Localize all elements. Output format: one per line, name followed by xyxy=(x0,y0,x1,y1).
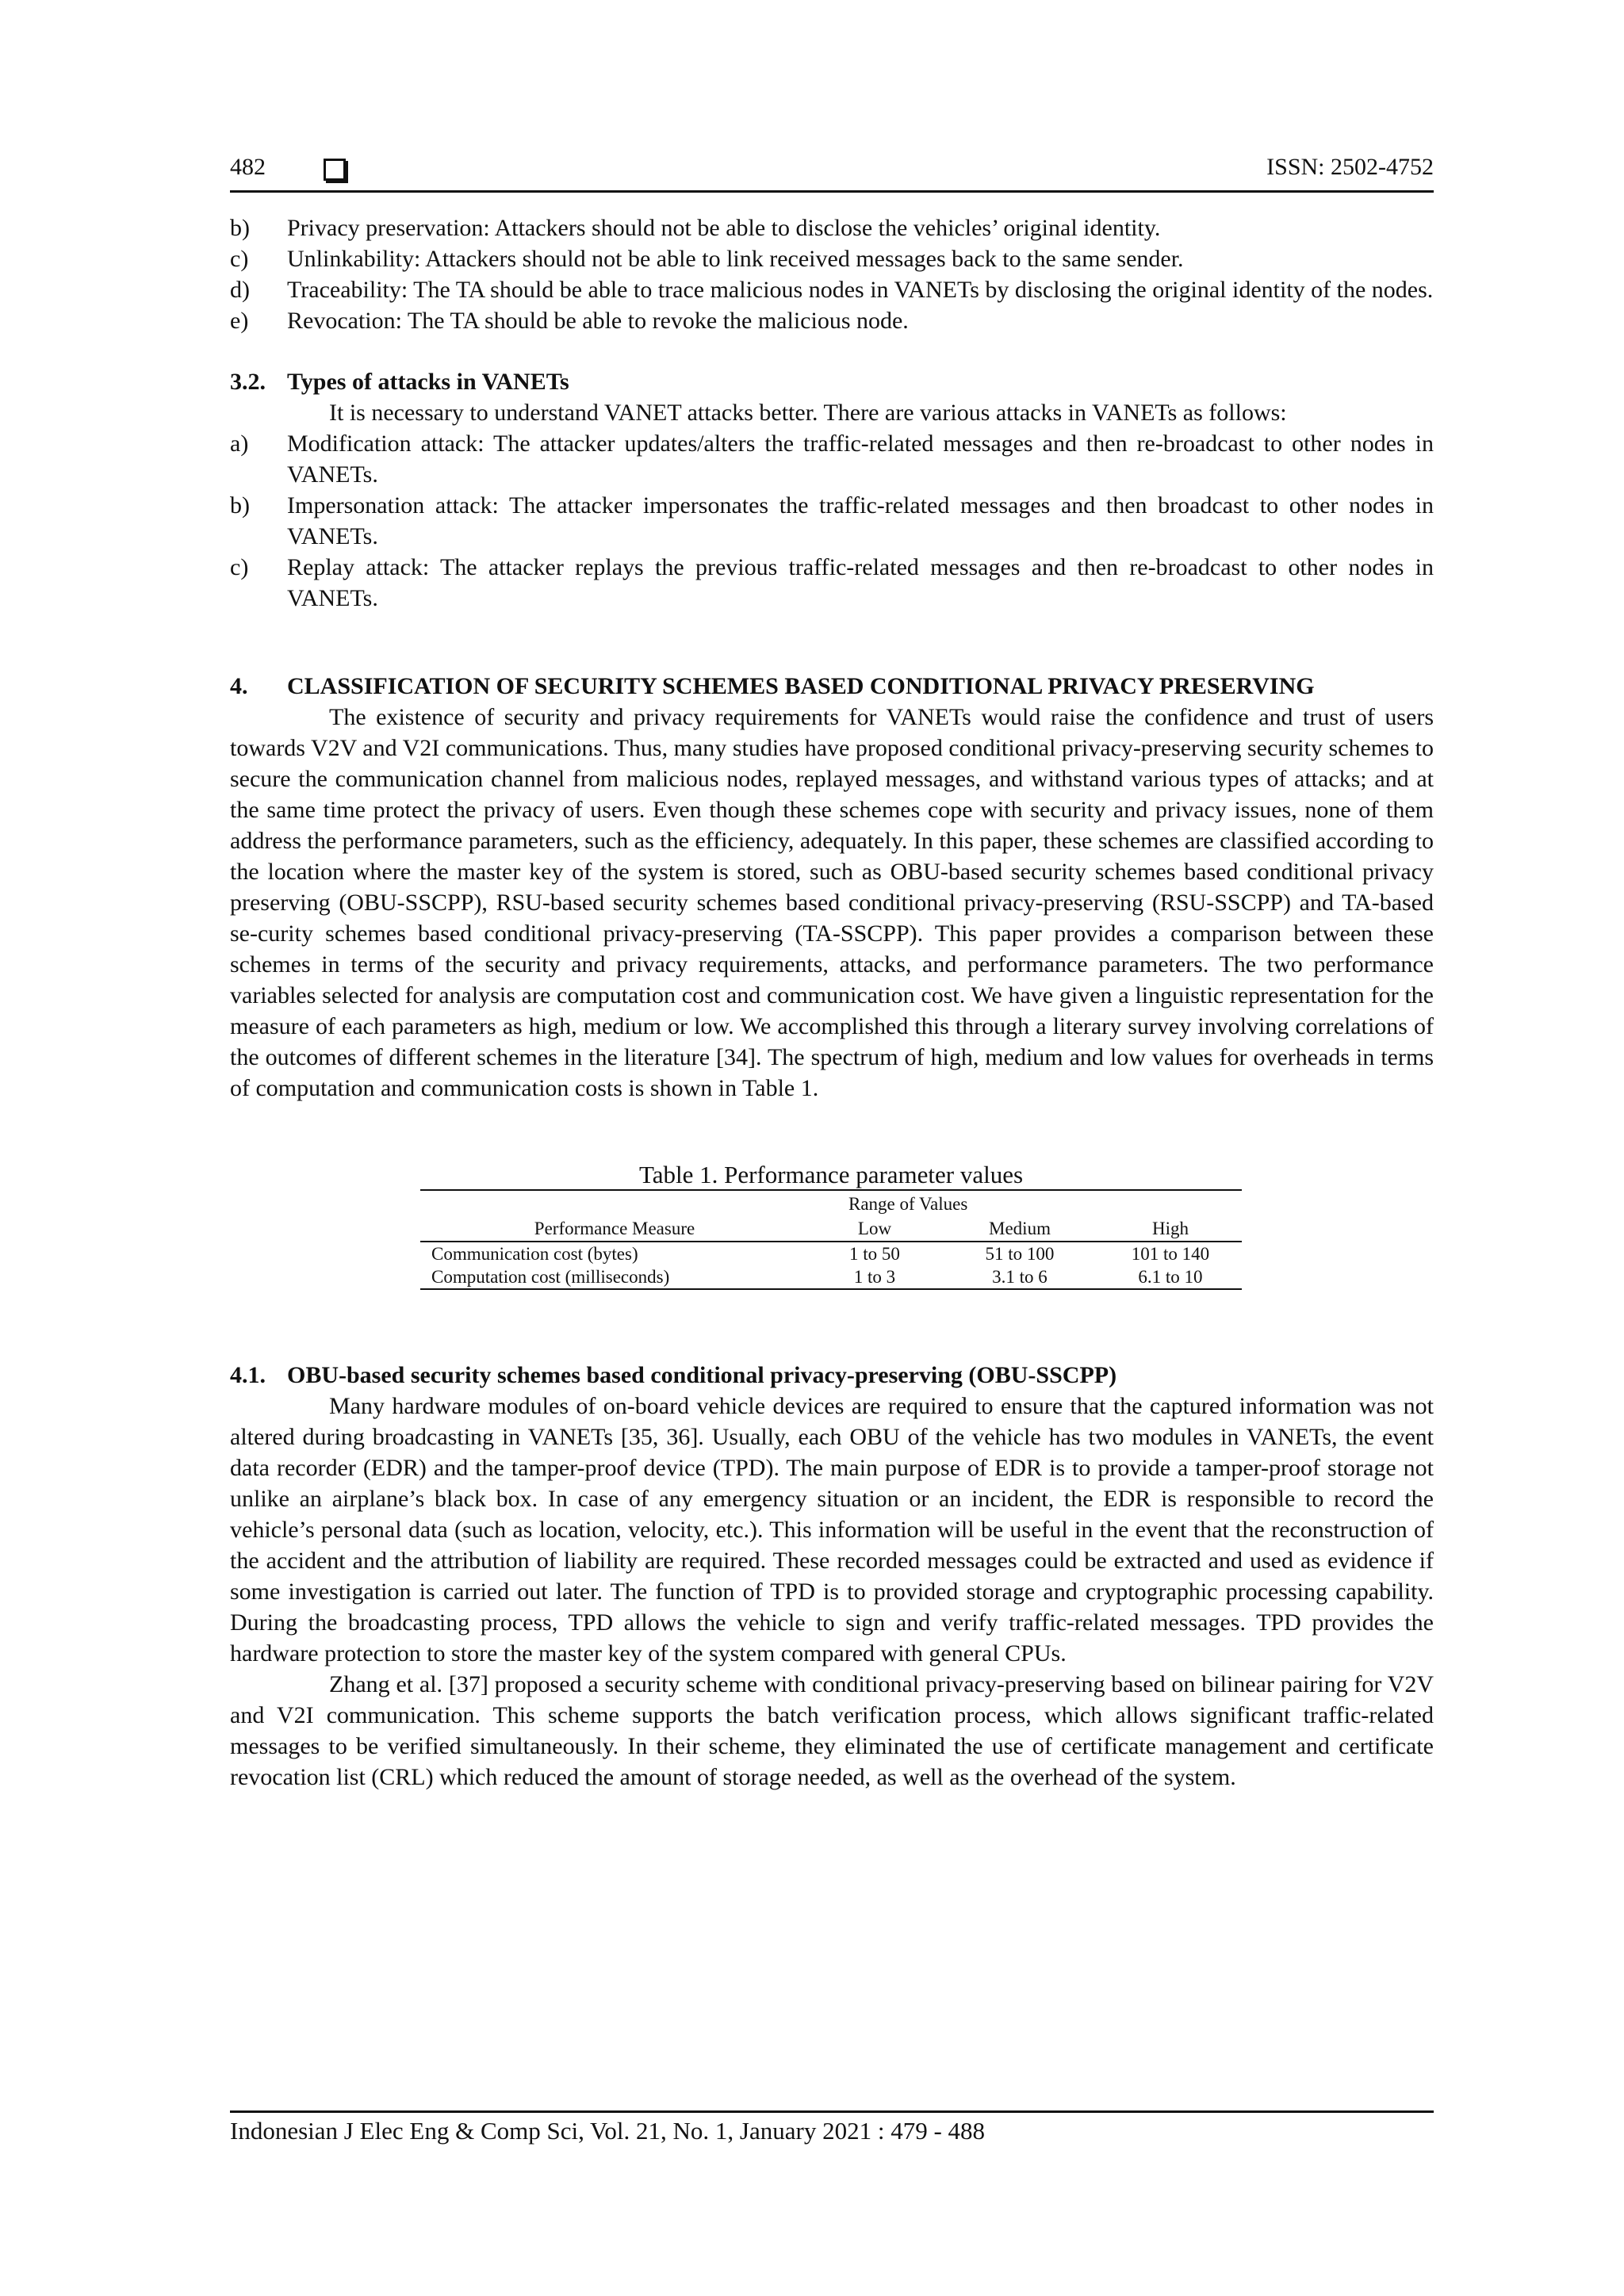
list-item: c) Unlinkability: Attackers should not be able to link received messages back to the same sender. xyxy=(230,246,1184,272)
footer-rule xyxy=(230,2110,1434,2113)
list-item: c) Replay attack: The attacker replays the previous traffic-related messages and then re-broadcast to other nodes in VANETs. xyxy=(230,554,1434,611)
column-header: Performance Measure xyxy=(420,1216,809,1242)
header-rule xyxy=(230,190,1434,193)
performance-table xyxy=(420,1189,1242,1290)
column-header: Low xyxy=(809,1216,940,1242)
column-header: High xyxy=(1099,1216,1242,1242)
page-footer: Indonesian J Elec Eng & Comp Sci, Vol. 21, No. 1, January 2021 : 479 - 488 xyxy=(230,2117,986,2145)
table-1 xyxy=(420,1161,1242,1290)
group-header: Range of Values xyxy=(848,1194,968,1214)
body-text xyxy=(230,212,1434,1793)
list-item: b) Privacy preservation: Attackers should not be able to disclose the vehicles’ original identity. xyxy=(230,215,1161,241)
page-number: 482 xyxy=(230,154,266,180)
issn-label: ISSN: 2502-4752 xyxy=(1266,154,1434,180)
section-4-1-paragraph-2: Zhang et al. [37] proposed a security scheme with conditional privacy-preserving based on bilinear pairing for V2V and V2I communication. This scheme supports the batch verification process, which allows significant traffic-related messages to be verified simultaneously. In their scheme, they eliminated the use of certificate management and certificate revocation list (CRL) which reduced the amount of storage needed, as well as the overhead of the system. xyxy=(230,1671,1434,1790)
table-row: Computation cost (milliseconds) 1 to 3 3.1 to 6 6.1 to 10 xyxy=(431,1267,1203,1287)
section-4-paragraph: The existence of security and privacy requirements for VANETs would raise the confidence and trust of users towards V2V and V2I communications. Thus, many studies have proposed conditional privacy-preserving security schemes to secure the communication channel from malicious nodes, replayed messages, and withstand various types of attacks; and at the same time protect the privacy of users. Even though these schemes cope with security and privacy issues, none of them address the performance parameters, such as the efficiency, adequately. In this paper, these schemes are classified according to the location where the master key of the system is stored, such as OBU-based security schemes based conditional privacy preserving (OBU-SSCPP), RSU-based security schemes based conditional privacy-preserving (RSU-SSCPP) and TA-based se-curity schemes based conditional privacy-preserving (TA-SSCPP). This paper provides a comparison between these schemes in terms of the security and privacy requirements, attacks, and performance parameters. The two performance variables selected for analysis are computation cost and communication cost. We have given a linguistic representation for the measure of each parameters as high, medium or low. We accomplished this through a literary survey involving correlations of the outcomes of different schemes in the literature [34]. The spectrum of high, medium and low values for overheads in terms of computation and communication costs is shown in Table 1. xyxy=(230,704,1434,1101)
section-heading-4-1: 4.1. OBU-based security schemes based conditional privacy-preserving (OBU-SSCPP) xyxy=(230,1362,1117,1388)
section-4-1-paragraph-1: Many hardware modules of on-board vehicle devices are required to ensure that the captured information was not altered during broadcasting in VANETs [35, 36]. Usually, each OBU of the vehicle has two modules in VANETs, the event data recorder (EDR) and the tamper-proof device (TPD). The main purpose of EDR is to provide a tamper-proof storage not unlike an airplane’s black box. In case of any emergency situation or an incident, the EDR is responsible to record the vehicle’s personal data (such as location, velocity, etc.). This information will be useful in the event that the reconstruction of the accident and the attribution of liability are required. These recorded messages could be extracted and used as evidence if some investigation is carried out later. The function of TPD is to provided storage and cryptographic processing capability. During the broadcasting process, TPD allows the vehicle to sign and verify traffic-related messages. TPD provides the hardware protection to store the master key of the system compared with general CPUs. xyxy=(230,1393,1434,1667)
list-item: e) Revocation: The TA should be able to revoke the malicious node. xyxy=(230,308,909,334)
list-item: a) Modification attack: The attacker updates/alters the traffic-related messages and then re-broadcast to other nodes in VANETs. xyxy=(230,430,1434,488)
page-header xyxy=(230,154,1434,193)
list-item: d) Traceability: The TA should be able to trace malicious nodes in VANETs by disclosing the original identity of the nodes. xyxy=(230,277,1434,303)
attacks-list xyxy=(230,428,1434,614)
table-row: Communication cost (bytes) 1 to 50 51 to 100 101 to 140 xyxy=(431,1244,1210,1264)
checkbox-square-icon xyxy=(324,159,346,181)
requirements-list xyxy=(230,212,1434,336)
column-header: Medium xyxy=(940,1216,1099,1242)
section-heading-4: 4. CLASSIFICATION OF SECURITY SCHEMES BASED CONDITIONAL PRIVACY PRESERVING xyxy=(230,673,1315,699)
section-3-2-intro: It is necessary to understand VANET attacks better. There are various attacks in VANETs as follows: xyxy=(329,400,1287,426)
list-item: b) Impersonation attack: The attacker impersonates the traffic-related messages and then broadcast to other nodes in VANETs. xyxy=(230,492,1434,549)
table-caption: Table 1. Performance parameter values xyxy=(638,1161,1024,1188)
section-heading-3-2: 3.2. Types of attacks in VANETs xyxy=(230,369,569,395)
